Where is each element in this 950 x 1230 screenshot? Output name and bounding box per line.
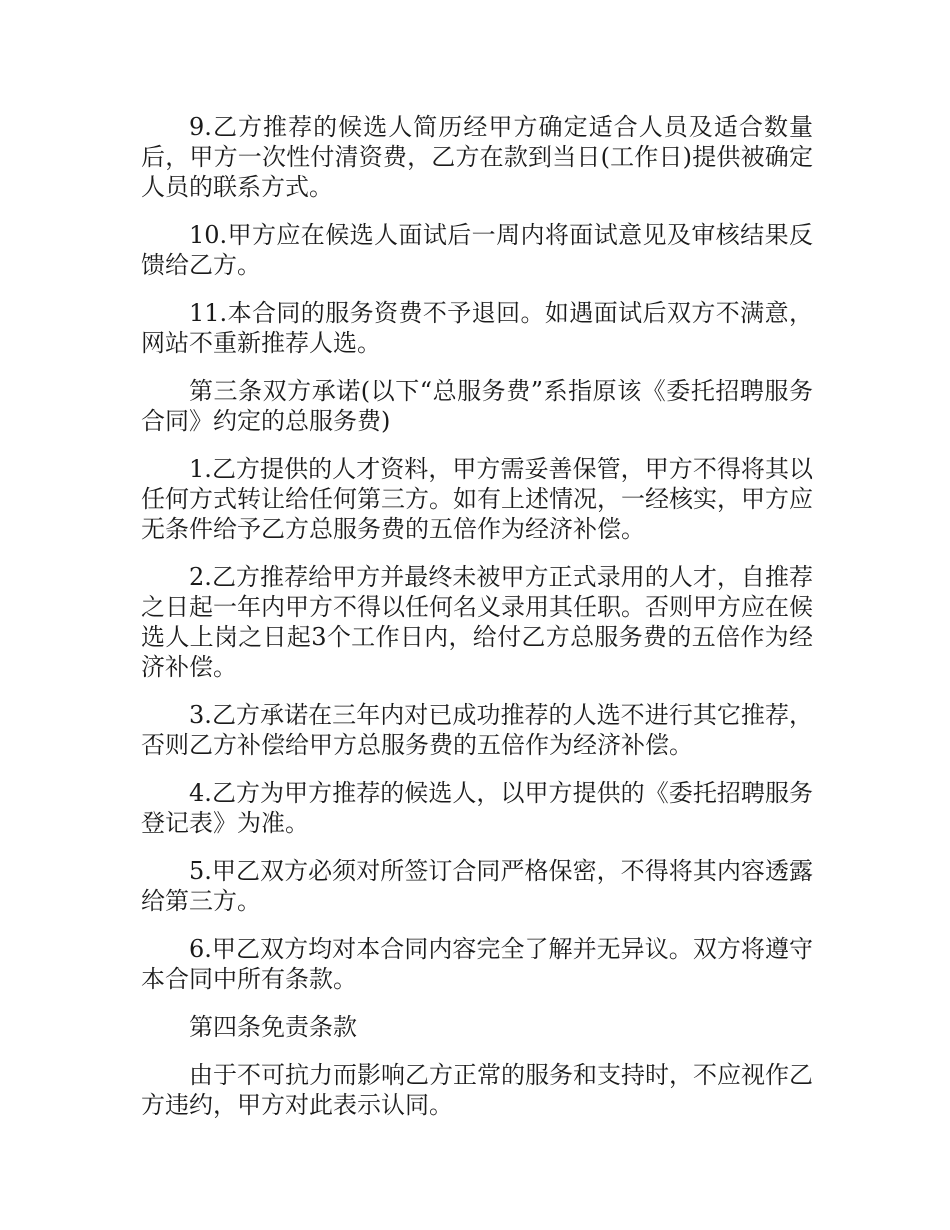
clause-10-paragraph: 10.甲方应在候选人面试后一周内将面试意见及审核结果反馈给乙方。: [141, 221, 813, 279]
promise-4-paragraph: 4.乙方为甲方推荐的候选人，以甲方提供的《委托招聘服务登记表》为准。: [141, 779, 813, 837]
clause-11-paragraph: 11.本合同的服务资费不予退回。如遇面试后双方不满意，网站不重新推荐人选。: [141, 299, 813, 357]
promise-5-paragraph: 5.甲乙双方必须对所签订合同严格保密，不得将其内容透露给第三方。: [141, 857, 813, 915]
force-majeure-paragraph: 由于不可抗力而影响乙方正常的服务和支持时，不应视作乙方违约，甲方对此表示认同。: [141, 1061, 813, 1119]
promise-3-paragraph: 3.乙方承诺在三年内对已成功推荐的人选不进行其它推荐，否则乙方补偿给甲方总服务费的五倍作为经济补偿。: [141, 701, 813, 759]
document-body: [141, 112, 813, 1138]
clause-9-paragraph: 9.乙方推荐的候选人简历经甲方确定适合人员及适合数量后，甲方一次性付清资费，乙方在款到当日(工作日)提供被确定人员的联系方式。: [141, 113, 813, 201]
article-4-heading: 第四条免责条款: [189, 1013, 357, 1041]
article-3-heading: 第三条双方承诺(以下“总服务费”系指原该《委托招聘服务合同》约定的总服务费): [141, 377, 813, 435]
promise-1-paragraph: 1.乙方提供的人才资料，甲方需妥善保管，甲方不得将其以任何方式转让给任何第三方。如有上述情况，一经核实，甲方应无条件给予乙方总服务费的五倍作为经济补偿。: [141, 455, 813, 543]
promise-2-paragraph: 2.乙方推荐给甲方并最终未被甲方正式录用的人才，自推荐之日起一年内甲方不得以任何名义录用其任职。否则甲方应在候选人上岗之日起3个工作日内，给付乙方总服务费的五倍作为经济补偿。: [141, 563, 813, 681]
promise-6-paragraph: 6.甲乙双方均对本合同内容完全了解并无异议。双方将遵守本合同中所有条款。: [141, 935, 813, 993]
